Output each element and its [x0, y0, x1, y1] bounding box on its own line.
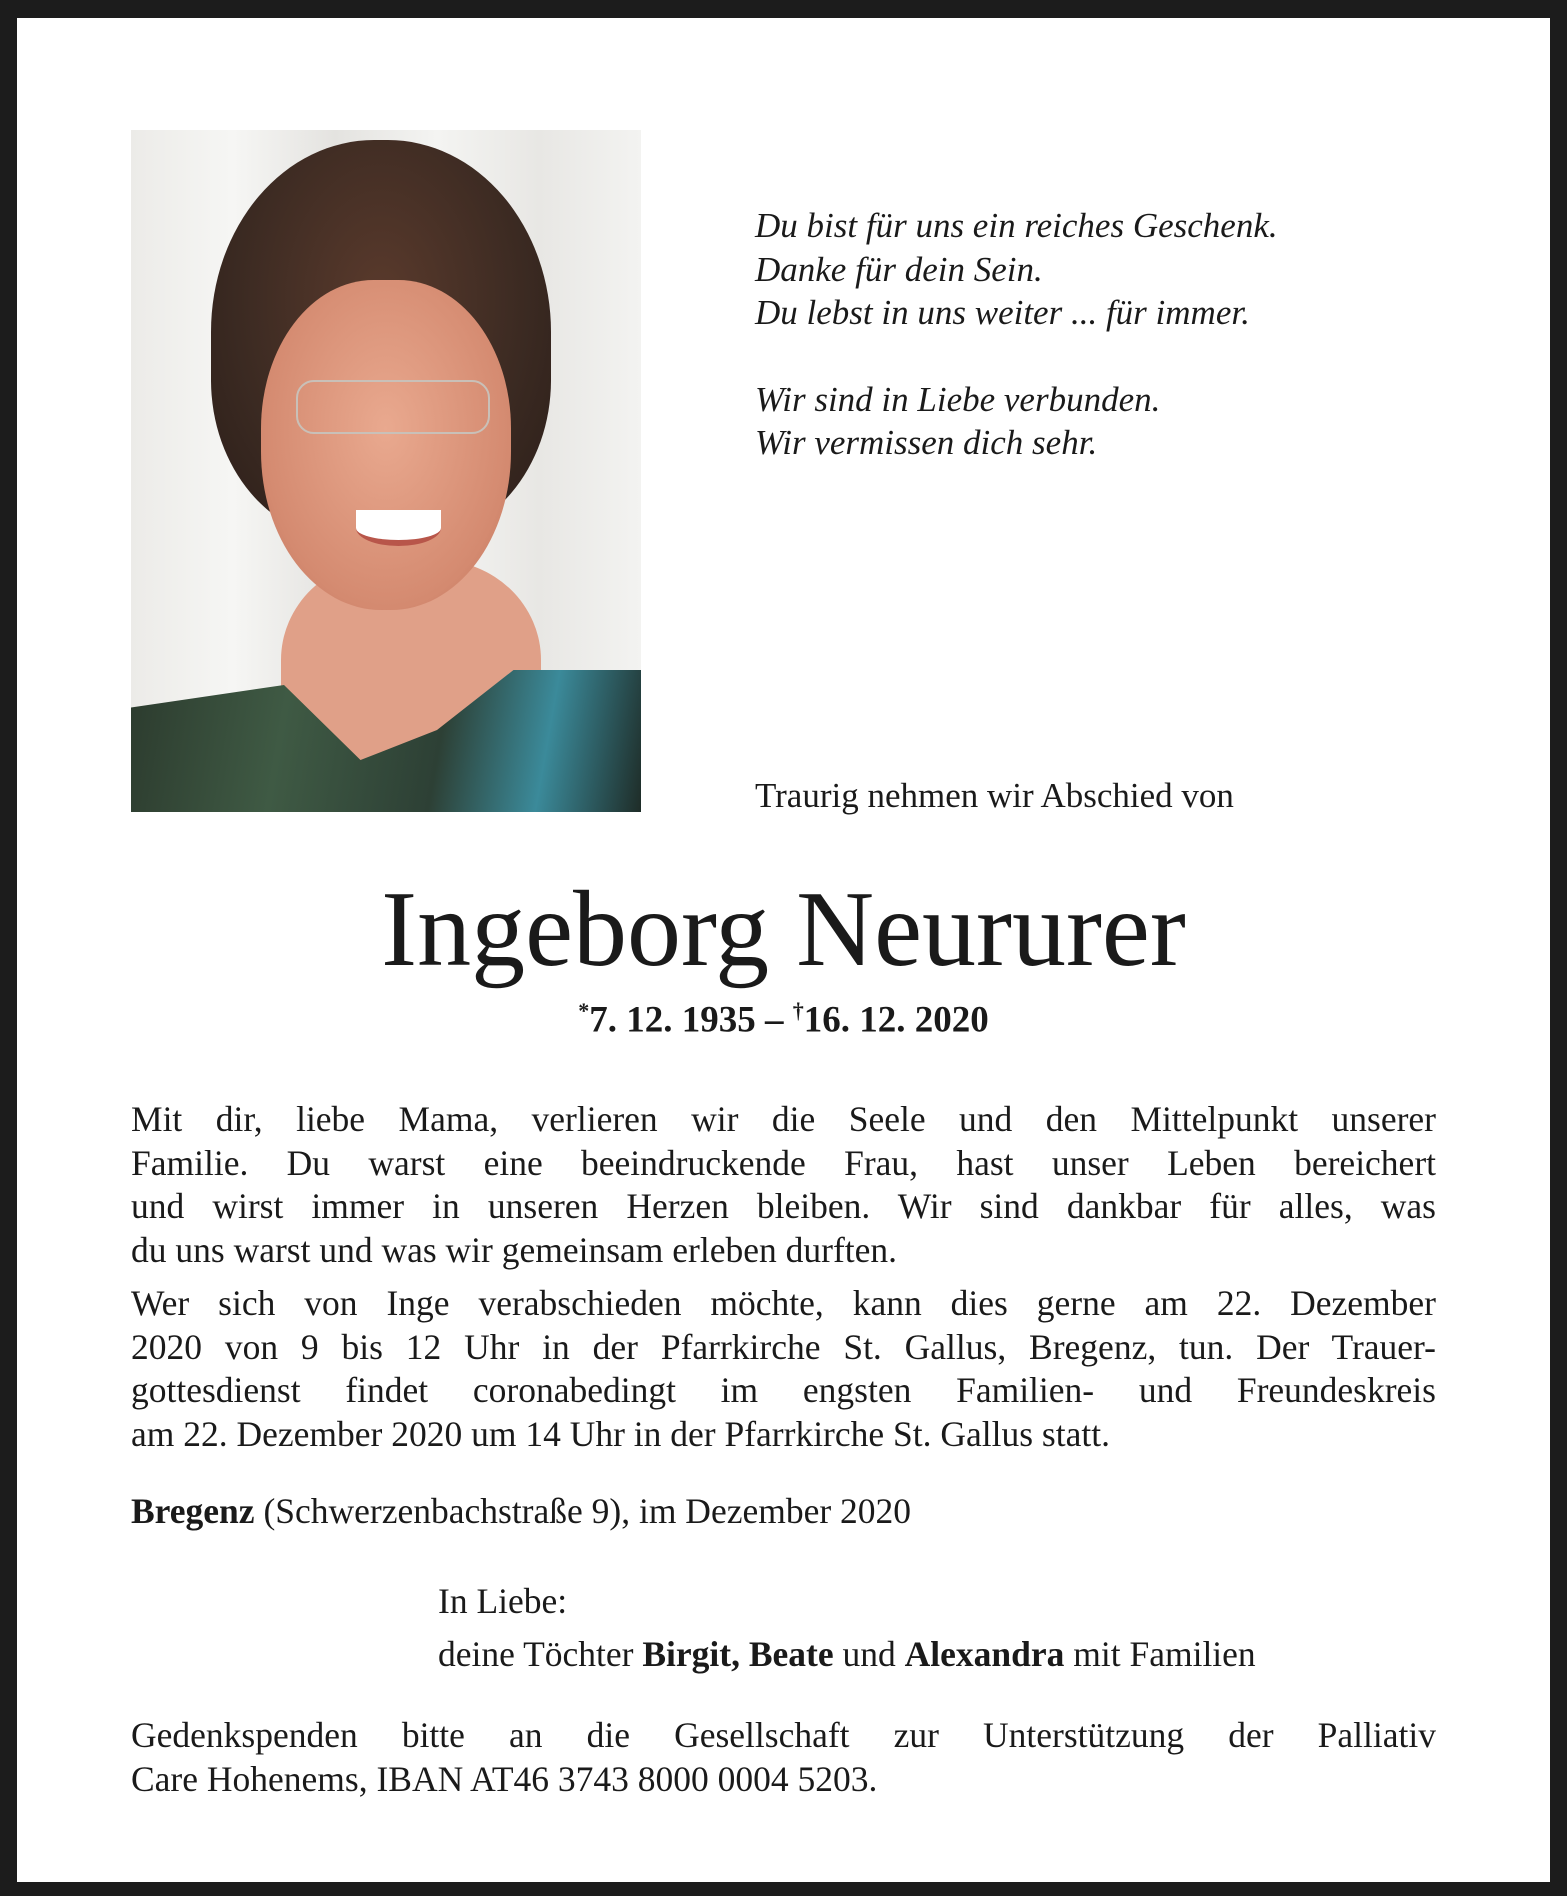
text-line: 2020 von 9 bis 12 Uhr in der Pfarrkirche St. Gallus, Bregenz, tun. Der Trauer-	[131, 1326, 1436, 1367]
daughter-name: Alexandra	[904, 1634, 1065, 1674]
intro-text: Traurig nehmen wir Abschied von	[755, 776, 1234, 815]
date-separator: –	[755, 999, 793, 1041]
text-line: gottesdienst findet coronabedingt im engsten Familien- und Freundeskreis	[131, 1370, 1436, 1410]
birth-symbol: *	[578, 998, 590, 1023]
paragraph-1	[131, 1098, 1436, 1272]
place-date-line	[131, 1490, 911, 1532]
text-line: Gedenkspenden bitte an die Gesellschaft zur Unterstützung der Palliativ	[131, 1715, 1436, 1755]
photo-face	[261, 280, 511, 610]
poem-line: Wir vermissen dich sehr.	[755, 423, 1098, 462]
text-line: und wirst immer in unseren Herzen bleiben. Wir sind dankbar für alles, was	[131, 1186, 1436, 1226]
portrait-photo	[131, 130, 641, 812]
photo-smile	[356, 510, 441, 546]
deceased-name: Ingeborg Neururer	[381, 870, 1186, 989]
signoff-label: In Liebe:	[438, 1581, 568, 1621]
poem	[755, 204, 1278, 465]
donation-note	[131, 1714, 1436, 1801]
signoff-names	[438, 1628, 1256, 1681]
text-line: Mit dir, liebe Mama, verlieren wir die Seele und den Mittelpunkt unserer	[131, 1099, 1436, 1139]
life-dates	[0, 998, 1567, 1041]
city: Bregenz	[131, 1491, 255, 1531]
poem-line: Danke für dein Sein.	[755, 249, 1043, 289]
signoff-suffix: mit Familien	[1064, 1634, 1256, 1674]
signoff-and: und	[833, 1634, 905, 1674]
birth-date: 7. 12. 1935	[589, 999, 756, 1041]
death-symbol: †	[792, 998, 804, 1023]
address-date: (Schwerzenbachstraße 9), im Dezember 2020	[254, 1491, 912, 1531]
poem-line: Wir sind in Liebe verbunden.	[755, 379, 1161, 419]
poem-line: Du lebst in uns weiter ... für immer.	[755, 293, 1250, 332]
poem-line: Du bist für uns ein reiches Geschenk.	[755, 206, 1278, 245]
paragraph-2	[131, 1282, 1436, 1456]
death-date: 16. 12. 2020	[803, 999, 989, 1041]
text-line: am 22. Dezember 2020 um 14 Uhr in der Pfarrkirche St. Gallus statt.	[131, 1413, 1110, 1454]
photo-glasses	[296, 380, 490, 434]
daughters-names: Birgit, Beate	[642, 1634, 834, 1674]
text-line: Wer sich von Inge verabschieden möchte, kann dies gerne am 22. Dezember	[131, 1283, 1436, 1323]
signoff	[438, 1575, 1256, 1681]
text-line: Familie. Du warst eine beeindruckende Frau, hast unser Leben bereichert	[131, 1142, 1436, 1183]
text-line: du uns warst und was wir gemeinsam erleben durften.	[131, 1229, 898, 1270]
text-line: Care Hohenems, IBAN AT46 3743 8000 0004 5203.	[131, 1758, 878, 1799]
signoff-prefix: deine Töchter	[438, 1634, 643, 1674]
